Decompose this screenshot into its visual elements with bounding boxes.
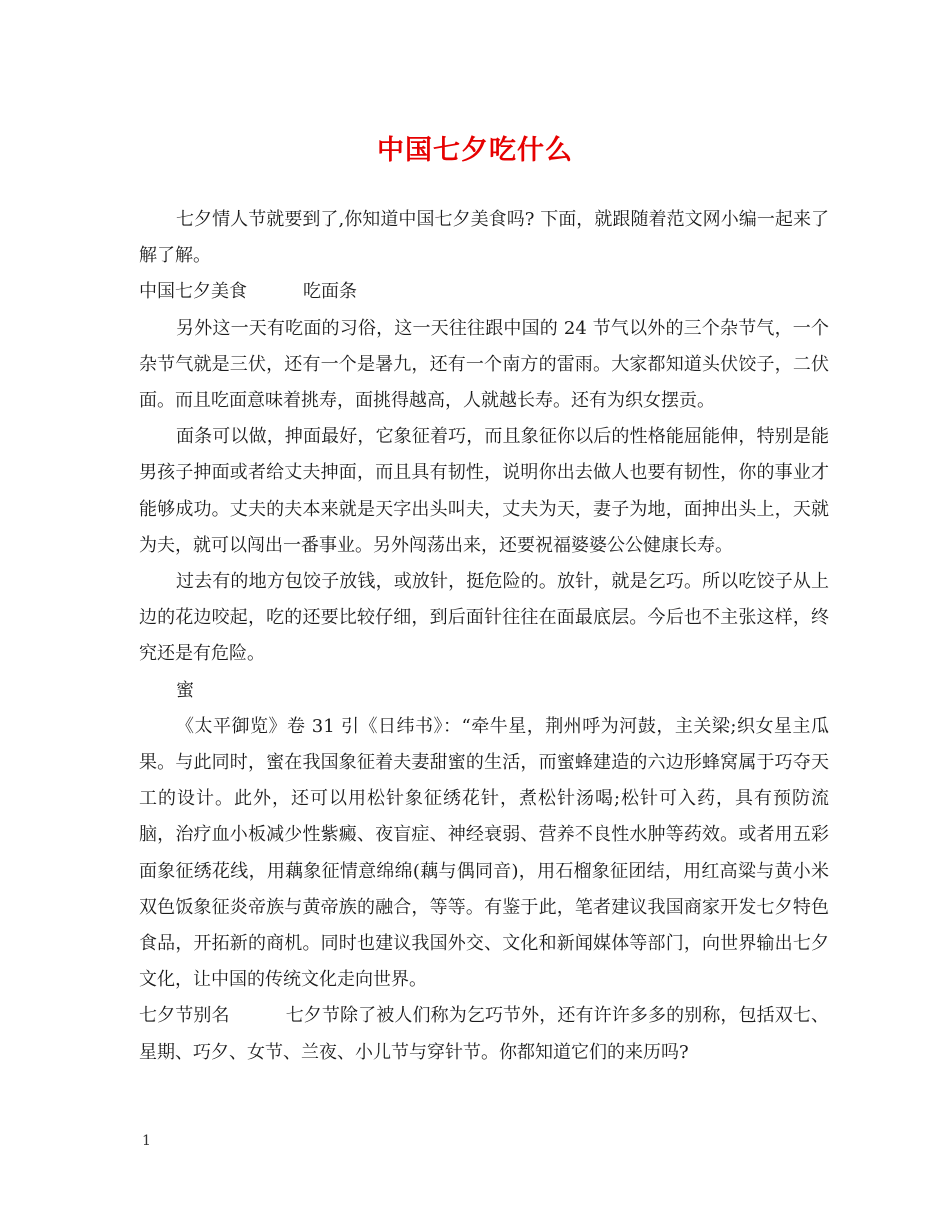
document-title: 中国七夕吃什么 bbox=[377, 135, 573, 166]
noodles-paragraph-1: 另外这一天有吃面的习俗，这一天往往跟中国的 24 节气以外的三个杂节气，一个杂节气就是三伏，还有一个是暑九，还有一个南方的雷雨。大家都知道头伏饺子，二伏面。而且吃面意味着挑寿，面挑得越高，人就越长寿。还有为织女摆贡。 bbox=[139, 317, 829, 412]
noodles-paragraph-2: 面条可以做，抻面最好，它象征着巧，而且象征你以后的性格能屈能伸，特别是能男孩子抻面或者给丈夫抻面，而且具有韧性，说明你出去做人也要有韧性，你的事业才能够成功。丈夫的夫本来就是天字出头叫夫，丈夫为天，妻子为地，面抻出头上，天就为夫，就可以闯出一番事业。另外闯荡出来，还要祝福婆婆公公健康长寿。 bbox=[139, 426, 829, 556]
dumplings-paragraph: 过去有的地方包饺子放钱，或放针，挺危险的。放针，就是乞巧。所以吃饺子从上边的花边咬起，吃的还要比较仔细，到后面针往往在面最底层。今后也不主张这样，终究还是有危险。 bbox=[139, 571, 829, 665]
section-heading-food-item: 吃面条 bbox=[303, 281, 357, 303]
section-heading-food bbox=[139, 274, 829, 310]
honey-paragraph: 《太平御览》卷 31 引《日纬书》：“牵牛星，荆州呼为河鼓，主关梁;织女星主瓜果。与此同时，蜜在我国象征着夫妻甜蜜的生活，而蜜蜂建造的六边形蜂窝属于巧夺天工的设计。此外，还可以用松针象征绣花针，煮松针汤喝;松针可入药，具有预防流脑，治疗血小板减少性紫癜、夜盲症、神经衰弱、营养不良性水肿等药效。或者用五彩面象征绣花线，用藕象征情意绵绵(藕与偶同音)，用石榴象征团结，用红高粱与黄小米双色饭象征炎帝族与黄帝族的融合，等等。有鉴于此，笔者建议我国商家开发七夕特色食品，开拓新的商机。同时也建议我国外交、文化和新闻媒体等部门，向世界输出七夕文化，让中国的传统文化走向世界。 bbox=[139, 715, 829, 991]
intro-paragraph: 七夕情人节就要到了,你知道中国七夕美食吗? 下面，就跟随着范文网小编一起来了解了解。 bbox=[139, 209, 829, 267]
page-number: 1 bbox=[142, 1133, 151, 1149]
section-heading-food-label: 中国七夕美食 bbox=[139, 281, 247, 303]
document-body bbox=[139, 202, 829, 1071]
section-heading-alias-label: 七夕节别名 bbox=[139, 1005, 230, 1027]
honey-subheading: 蜜 bbox=[176, 679, 194, 701]
section-heading-alias bbox=[139, 998, 829, 1070]
section-heading-alias-text: 七夕节除了被人们称为乞巧节外，还有许许多多的别称，包括双七、星期、巧夕、女节、兰夜、小儿节与穿针节。你都知道它们的来历吗? bbox=[139, 1005, 830, 1063]
